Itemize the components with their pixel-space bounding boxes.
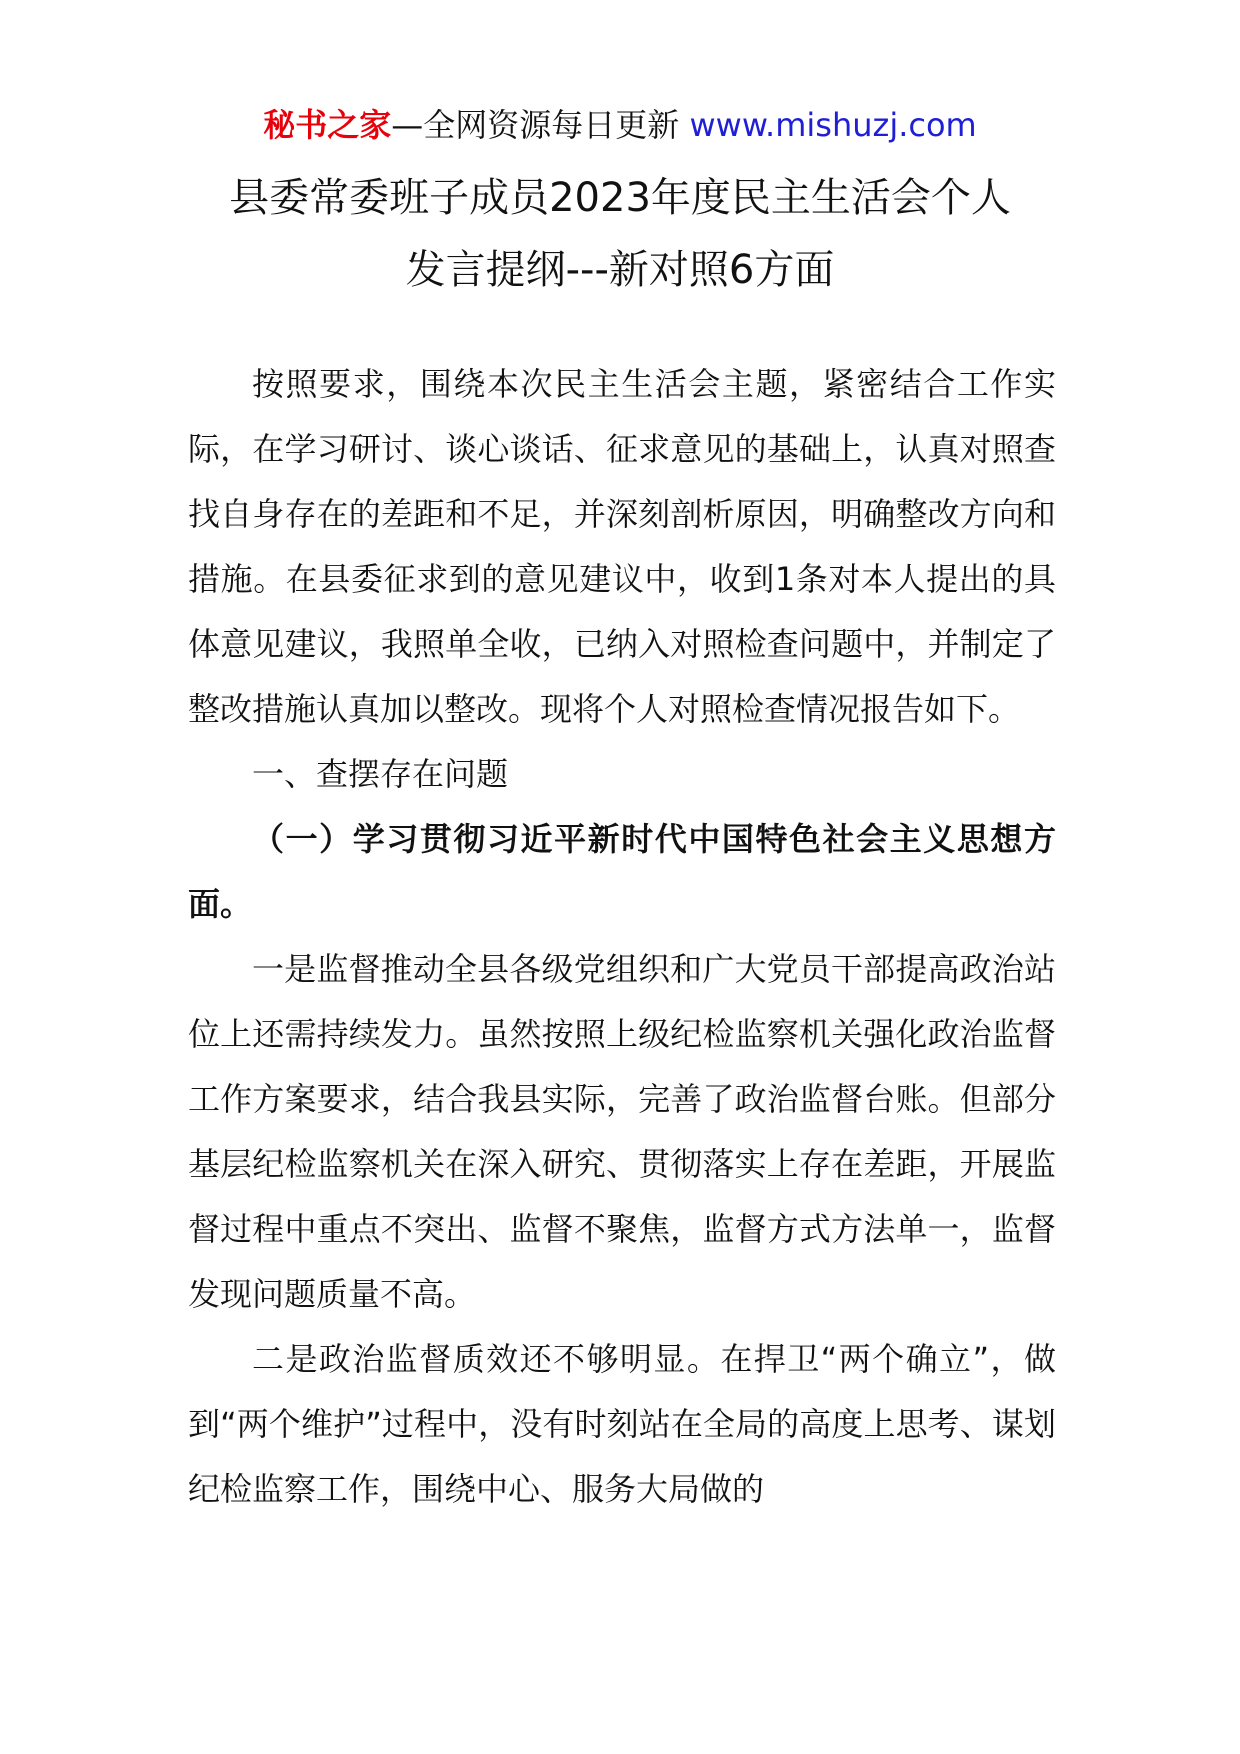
document-body bbox=[188, 352, 1056, 1522]
brand-name: 秘书之家 bbox=[263, 106, 392, 144]
site-header bbox=[0, 100, 1240, 150]
subsection-heading: （一）学习贯彻习近平新时代中国特色社会主义思想方面。 bbox=[188, 820, 1056, 923]
header-tagline: —全网资源每日更新 bbox=[391, 106, 680, 144]
document-title bbox=[150, 162, 1090, 306]
paragraph-point-two: 二是政治监督质效还不够明显。在捍卫“两个确立”，做到“两个维护”过程中，没有时刻站在全局的高度上思考、谋划纪检监察工作，围绕中心、服务大局做的 bbox=[188, 1340, 1056, 1508]
intro-paragraph: 按照要求，围绕本次民主生活会主题，紧密结合工作实际，在学习研讨、谈心谈话、征求意见的基础上，认真对照查找自身存在的差距和不足，并深刻剖析原因，明确整改方向和措施。在县委征求到的意见建议中，收到1条对本人提出的具体意见建议，我照单全收，已纳入对照检查问题中，并制定了整改措施认真加以整改。现将个人对照检查情况报告如下。 bbox=[188, 365, 1056, 728]
section-heading: 一、查摆存在问题 bbox=[252, 755, 509, 793]
title-line-1: 县委常委班子成员2023年度民主生活会个人 bbox=[229, 175, 1011, 221]
paragraph-point-one: 一是监督推动全县各级党组织和广大党员干部提高政治站位上还需持续发力。虽然按照上级纪检监察机关强化政治监督工作方案要求，结合我县实际，完善了政治监督台账。但部分基层纪检监察机关在深入研究、贯彻落实上存在差距，开展监督过程中重点不突出、监督不聚焦，监督方式方法单一，监督发现问题质量不高。 bbox=[188, 950, 1056, 1313]
title-line-2: 发言提纲---新对照6方面 bbox=[405, 247, 835, 293]
site-url-link[interactable]: www.mishuzj.com bbox=[689, 106, 977, 144]
